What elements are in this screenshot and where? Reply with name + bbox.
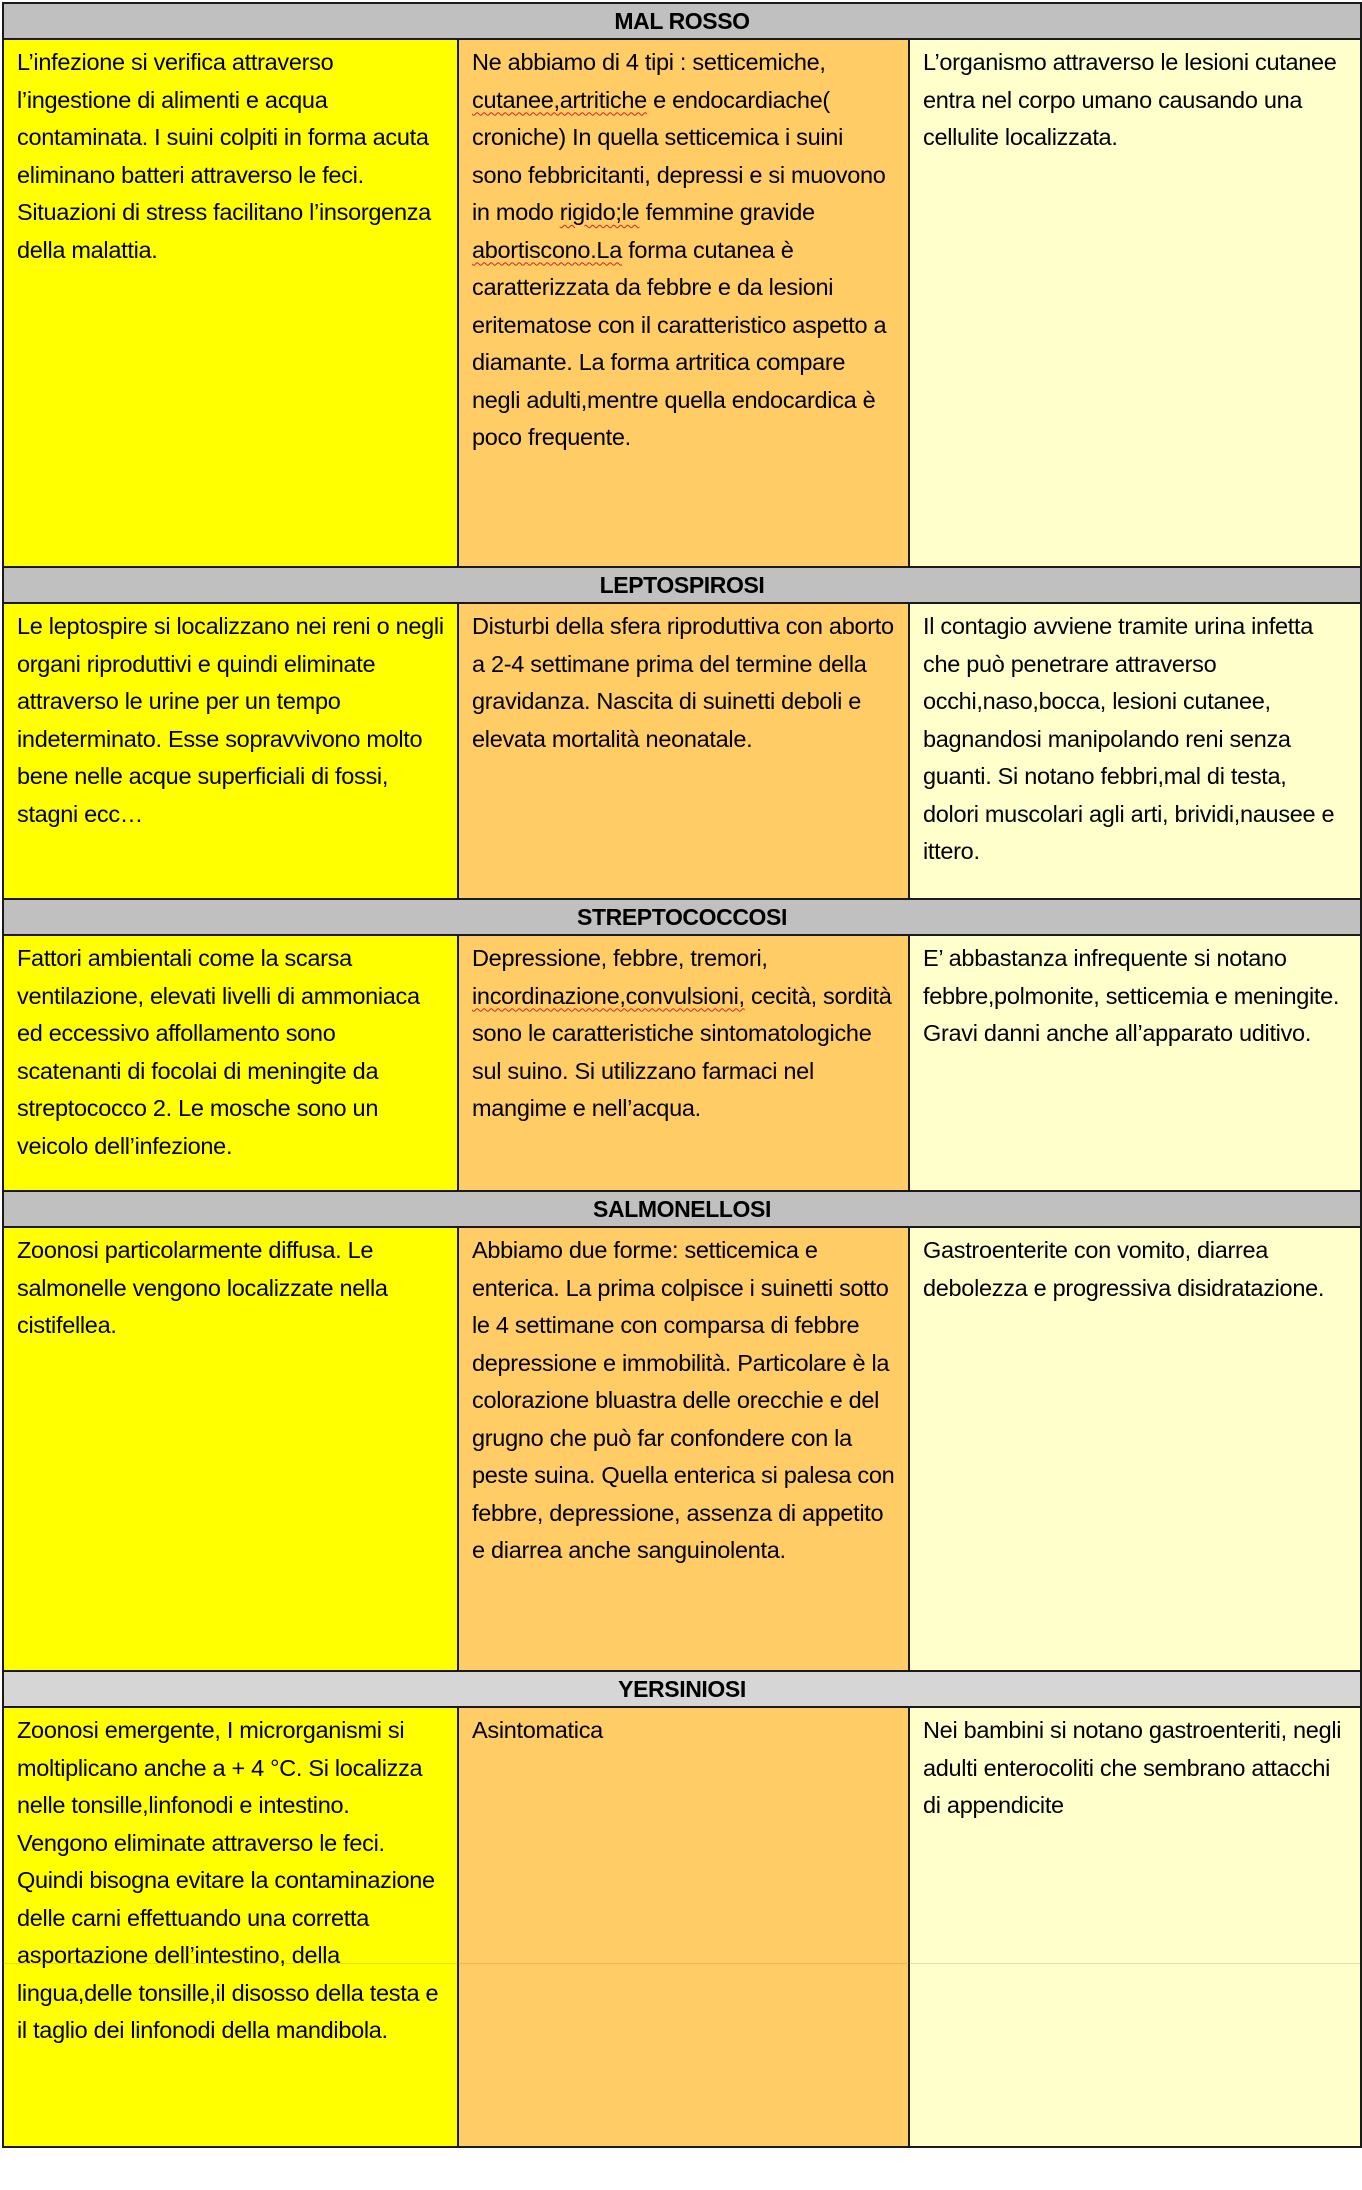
section-header-row	[3, 1671, 1361, 1707]
cell-human-effects: Nei bambini si notano gastroenteriti, negli adulti enterocoliti che sembrano attacchi di appendicite	[909, 1707, 1361, 2147]
cell-transmission: Zoonosi particolarmente diffusa. Le salmonelle vengono localizzate nella cistifellea.	[3, 1227, 458, 1671]
text-span: e endocardiache( croniche) In quella setticemica i suini sono febbricitanti, depressi e si muovono in modo	[472, 86, 886, 225]
cell-symptoms-swine: Abbiamo due forme: setticemica e enterica. La prima colpisce i suinetti sotto le 4 settimane con comparsa di febbre depressione e immobilità. Particolare è la colorazione bluastra delle orecchie e del grugno che può far confondere con la peste suina. Quella enterica si palesa con febbre, depressione, assenza di appetito e diarrea anche sanguinolenta.	[458, 1227, 909, 1671]
spellcheck-flagged-text: abortiscono.La	[472, 236, 622, 263]
cell-human-effects: Il contagio avviene tramite urina infetta che può penetrare attraverso occhi,naso,bocca, lesioni cutanee, bagnandosi manipolando reni senza guanti. Si notano febbri,mal di testa, dolori muscolari agli arti, brividi,nausee e ittero.	[909, 603, 1361, 899]
section-title-leptospirosi: LEPTOSPIROSI	[3, 567, 1361, 603]
table-row	[3, 39, 1361, 567]
spellcheck-flagged-text: rigido;le	[559, 199, 640, 225]
text-span: femmine gravide	[639, 199, 815, 225]
cell-symptoms-swine	[458, 935, 909, 1191]
section-title-streptococcosi: STREPTOCOCCOSI	[3, 899, 1361, 935]
table-row	[3, 1707, 1361, 2147]
cell-transmission: Zoonosi emergente, I microrganismi si moltiplicano anche a + 4 °C. Si localizza nelle tonsille,linfonodi e intestino. Vengono eliminate attraverso le feci. Quindi bisogna evitare la contaminazione delle carni effettuando una corretta asportazione dell’intestino, della lingua,delle tonsille,il disosso della testa e il taglio dei linfonodi della mandibola.	[3, 1707, 458, 2147]
table-row	[3, 935, 1361, 1191]
section-title-mal-rosso: MAL ROSSO	[3, 3, 1361, 39]
section-header-row	[3, 567, 1361, 603]
text-span: Depressione, febbre, tremori,	[472, 945, 768, 971]
cell-transmission: L’infezione si verifica attraverso l’ingestione di alimenti e acqua contaminata. I suini colpiti in forma acuta eliminano batteri attraverso le feci. Situazioni di stress facilitano l’insorgenza della malattia.	[3, 39, 458, 567]
section-title-yersiniosi: YERSINIOSI	[3, 1671, 1361, 1707]
cell-human-effects: E’ abbastanza infrequente si notano febbre,polmonite, setticemia e meningite. Gravi danni anche all’apparato uditivo.	[909, 935, 1361, 1191]
cell-human-effects: Gastroenterite con vomito, diarrea debolezza e progressiva disidratazione.	[909, 1227, 1361, 1671]
section-title-salmonellosi: SALMONELLOSI	[3, 1191, 1361, 1227]
cell-transmission: Fattori ambientali come la scarsa ventilazione, elevati livelli di ammoniaca ed eccessivo affollamento sono scatenanti di focolai di meningite da streptococco 2. Le mosche sono un veicolo dell’infezione.	[3, 935, 458, 1191]
table-row	[3, 1227, 1361, 1671]
cell-symptoms-swine: Disturbi della sfera riproduttiva con aborto a 2-4 settimane prima del termine della gravidanza. Nascita di suinetti deboli e elevata mortalità neonatale.	[458, 603, 909, 899]
section-header-row	[3, 1191, 1361, 1227]
text-span: cecità, sordità sono le caratteristiche sintomatologiche sul suino. Si utilizzano farmaci nel mangime e nell’acqua.	[472, 982, 892, 1121]
cell-symptoms-swine	[458, 39, 909, 567]
disease-table	[2, 2, 1362, 2148]
cell-human-effects: L’organismo attraverso le lesioni cutanee entra nel corpo umano causando una cellulite localizzata.	[909, 39, 1361, 567]
section-header-row	[3, 3, 1361, 39]
cell-symptoms-swine: Asintomatica	[458, 1707, 909, 2147]
spellcheck-flagged-text: incordinazione,convulsioni,	[472, 982, 745, 1009]
text-span: forma cutanea è caratterizzata da febbre e da lesioni eritematose con il caratteristico aspetto a diamante. La forma artritica compare negli adulti,mentre quella endocardica è poco frequente.	[472, 236, 887, 450]
section-header-row	[3, 899, 1361, 935]
spellcheck-flagged-text: cutanee,artritiche	[472, 86, 647, 113]
cell-transmission: Le leptospire si localizzano nei reni o negli organi riproduttivi e quindi eliminate attraverso le urine per un tempo indeterminato. Esse sopravvivono molto bene nelle acque superficiali di fossi, stagni ecc…	[3, 603, 458, 899]
text-span: Ne abbiamo di 4 tipi : setticemiche,	[472, 49, 826, 75]
table-row	[3, 603, 1361, 899]
